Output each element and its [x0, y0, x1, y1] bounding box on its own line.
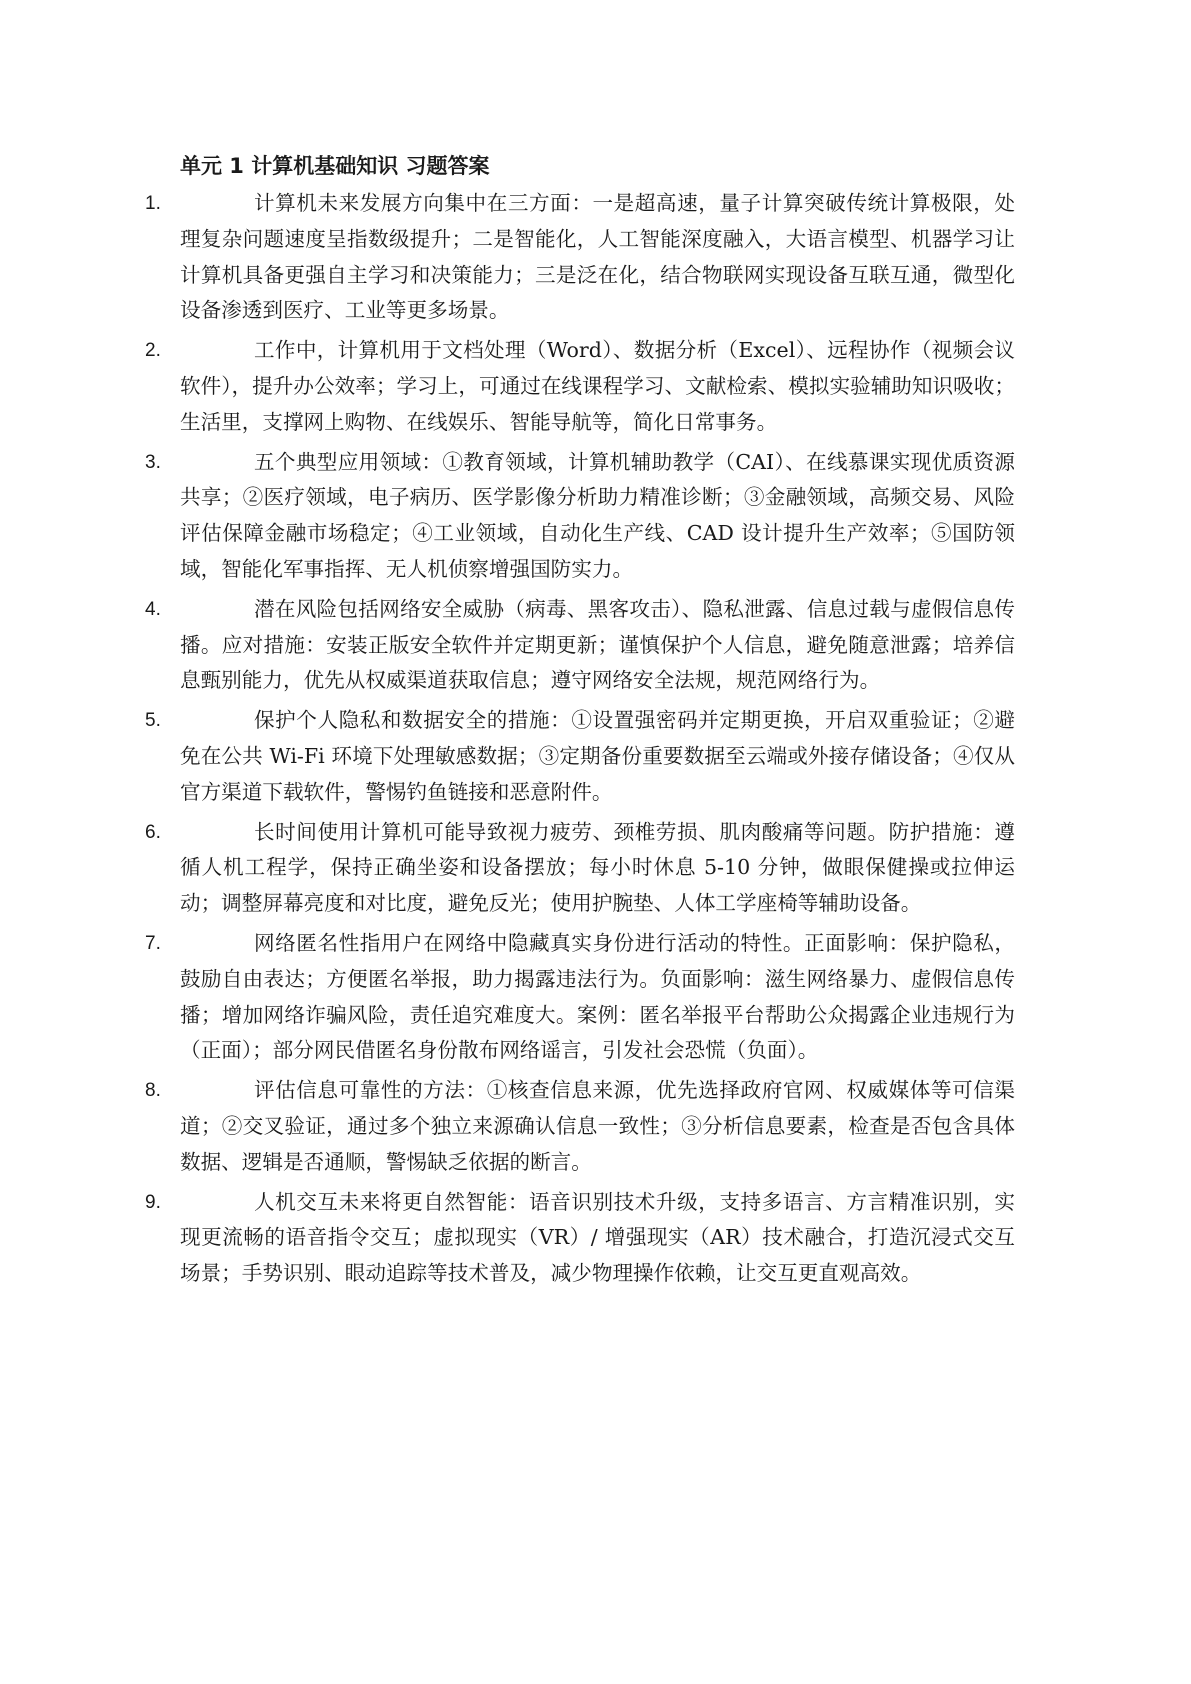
list-item	[145, 445, 1015, 588]
document-title: 单元 1 计算机基础知识 习题答案	[180, 154, 490, 178]
item-number: 7.	[145, 932, 161, 954]
item-text: 评估信息可靠性的方法：①核查信息来源，优先选择政府官网、权威媒体等可信渠道；②交叉验证，通过多个独立来源确认信息一致性；③分析信息要素，检查是否包含具体数据、逻辑是否通顺，警惕缺乏依据的断言。	[180, 1078, 1015, 1174]
list-item	[145, 592, 1015, 699]
item-number: 4.	[145, 598, 161, 620]
item-text: 五个典型应用领域：①教育领域，计算机辅助教学（CAI）、在线慕课实现优质资源共享；②医疗领域，电子病历、医学影像分析助力精准诊断；③金融领域，高频交易、风险评估保障金融市场稳定；④工业领域，自动化生产线、CAD 设计提升生产效率；⑤国防领域，智能化军事指挥、无人机侦察增强国防实力。	[180, 449, 1015, 581]
item-text: 计算机未来发展方向集中在三方面：一是超高速，量子计算突破传统计算极限，处理复杂问题速度呈指数级提升；二是智能化，人工智能深度融入，大语言模型、机器学习让计算机具备更强自主学习和决策能力；三是泛在化，结合物联网实现设备互联互通，微型化设备渗透到医疗、工业等更多场景。	[180, 191, 1015, 323]
item-number: 5.	[145, 710, 161, 732]
item-number: 8.	[145, 1080, 161, 1102]
item-text: 网络匿名性指用户在网络中隐藏真实身份进行活动的特性。正面影响：保护隐私，鼓励自由表达；方便匿名举报，助力揭露违法行为。负面影响：滋生网络暴力、虚假信息传播；增加网络诈骗风险，责任追究难度大。案例：匿名举报平台帮助公众揭露企业违规行为（正面）；部分网民借匿名身份散布网络谣言，引发社会恐慌（负面）。	[180, 930, 1015, 1063]
answer-list	[145, 186, 1015, 1296]
item-text: 工作中，计算机用于文档处理（Word）、数据分析（Excel）、远程协作（视频会议软件），提升办公效率；学习上，可通过在线课程学习、文献检索、模拟实验辅助知识吸收；生活里，支撑网上购物、在线娱乐、智能导航等，简化日常事务。	[180, 338, 1015, 434]
list-item	[145, 926, 1015, 1069]
item-number: 2.	[145, 340, 161, 362]
item-text: 保护个人隐私和数据安全的措施：①设置强密码并定期更换，开启双重验证；②避免在公共 Wi-Fi 环境下处理敏感数据；③定期备份重要数据至云端或外接存储设备；④仅从官方渠道下载软件，警惕钓鱼链接和恶意附件。	[180, 708, 1015, 804]
item-number: 9.	[145, 1191, 161, 1213]
item-number: 3.	[145, 451, 161, 473]
list-item	[145, 815, 1015, 922]
list-item	[145, 1073, 1015, 1180]
list-item	[145, 703, 1015, 810]
item-text: 人机交互未来将更自然智能：语音识别技术升级，支持多语言、方言精准识别，实现更流畅的语音指令交互；虚拟现实（VR）/ 增强现实（AR）技术融合，打造沉浸式交互场景；手势识别、眼动追踪等技术普及，减少物理操作依赖，让交互更直观高效。	[180, 1189, 1015, 1286]
list-item	[145, 186, 1015, 329]
item-number: 1.	[145, 193, 161, 214]
list-item	[145, 1185, 1015, 1292]
item-number: 6.	[145, 821, 161, 843]
item-text: 长时间使用计算机可能导致视力疲劳、颈椎劳损、肌肉酸痛等问题。防护措施：遵循人机工程学，保持正确坐姿和设备摆放；每小时休息 5-10 分钟，做眼保健操或拉伸运动；调整屏幕亮度和对比度，避免反光；使用护腕垫、人体工学座椅等辅助设备。	[180, 819, 1015, 916]
item-text: 潜在风险包括网络安全威胁（病毒、黑客攻击）、隐私泄露、信息过载与虚假信息传播。应对措施：安装正版安全软件并定期更新；谨慎保护个人信息，避免随意泄露；培养信息甄别能力，优先从权威渠道获取信息；遵守网络安全法规，规范网络行为。	[180, 596, 1015, 693]
list-item	[145, 333, 1015, 440]
